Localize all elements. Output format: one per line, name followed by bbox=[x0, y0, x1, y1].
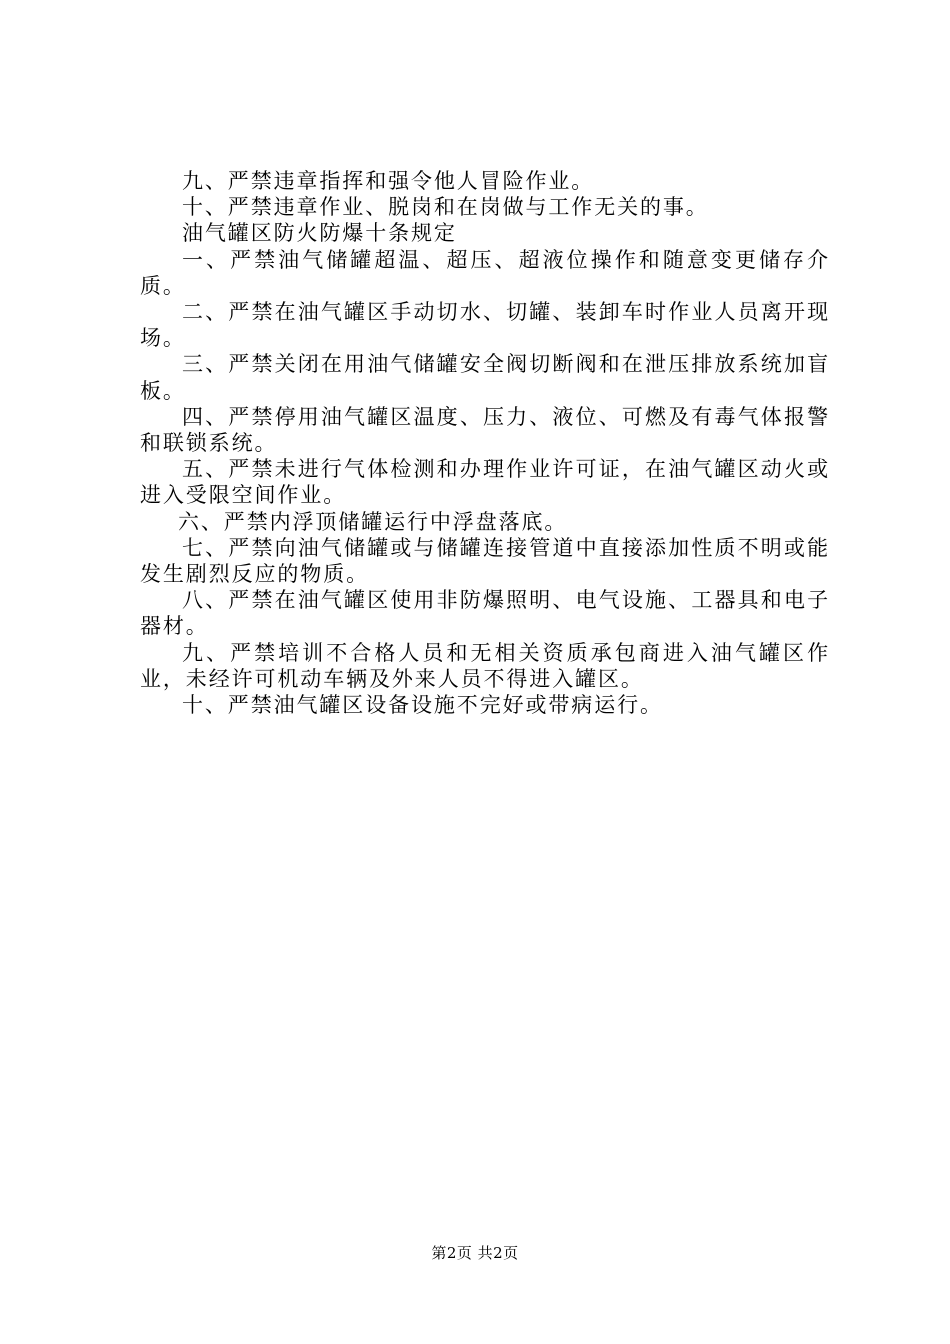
paragraph-rule-7: 七、严禁向油气储罐或与储罐连接管道中直接添加性质不明或能发生剧烈反应的物质。 bbox=[140, 535, 830, 587]
paragraph-rule-9: 九、严禁培训不合格人员和无相关资质承包商进入油气罐区作业，未经许可机动车辆及外来人员不得进入罐区。 bbox=[140, 640, 830, 691]
paragraph-rule-3: 三、严禁关闭在用油气储罐安全阀切断阀和在泄压排放系统加盲板。 bbox=[140, 352, 830, 403]
paragraph-rule-9-previous: 九、严禁违章指挥和强令他人冒险作业。 bbox=[182, 169, 595, 193]
page-footer: 第2页 共2页 bbox=[431, 1244, 519, 1262]
paragraph-rule-5: 五、严禁未进行气体检测和办理作业许可证，在油气罐区动火或进入受限空间作业。 bbox=[140, 457, 830, 508]
paragraph-rule-10: 十、严禁油气罐区设备设施不完好或带病运行。 bbox=[182, 693, 663, 718]
paragraph-rule-4: 四、严禁停用油气罐区温度、压力、液位、可燃及有毒气体报警和联锁系统。 bbox=[140, 404, 830, 456]
section-heading: 油气罐区防火防爆十条规定 bbox=[182, 221, 457, 246]
paragraph-rule-2: 二、严禁在油气罐区手动切水、切罐、装卸车时作业人员离开现场。 bbox=[140, 300, 830, 351]
paragraph-rule-6: 六、严禁内浮顶储罐运行中浮盘落底。 bbox=[178, 509, 568, 534]
paragraph-rule-10-previous: 十、严禁违章作业、脱岗和在岗做与工作无关的事。 bbox=[182, 195, 709, 220]
paragraph-rule-8: 八、严禁在油气罐区使用非防爆照明、电气设施、工器具和电子器材。 bbox=[140, 588, 830, 639]
paragraph-rule-1: 一、严禁油气储罐超温、超压、超液位操作和随意变更储存介质。 bbox=[140, 247, 830, 298]
document-body bbox=[140, 168, 830, 718]
